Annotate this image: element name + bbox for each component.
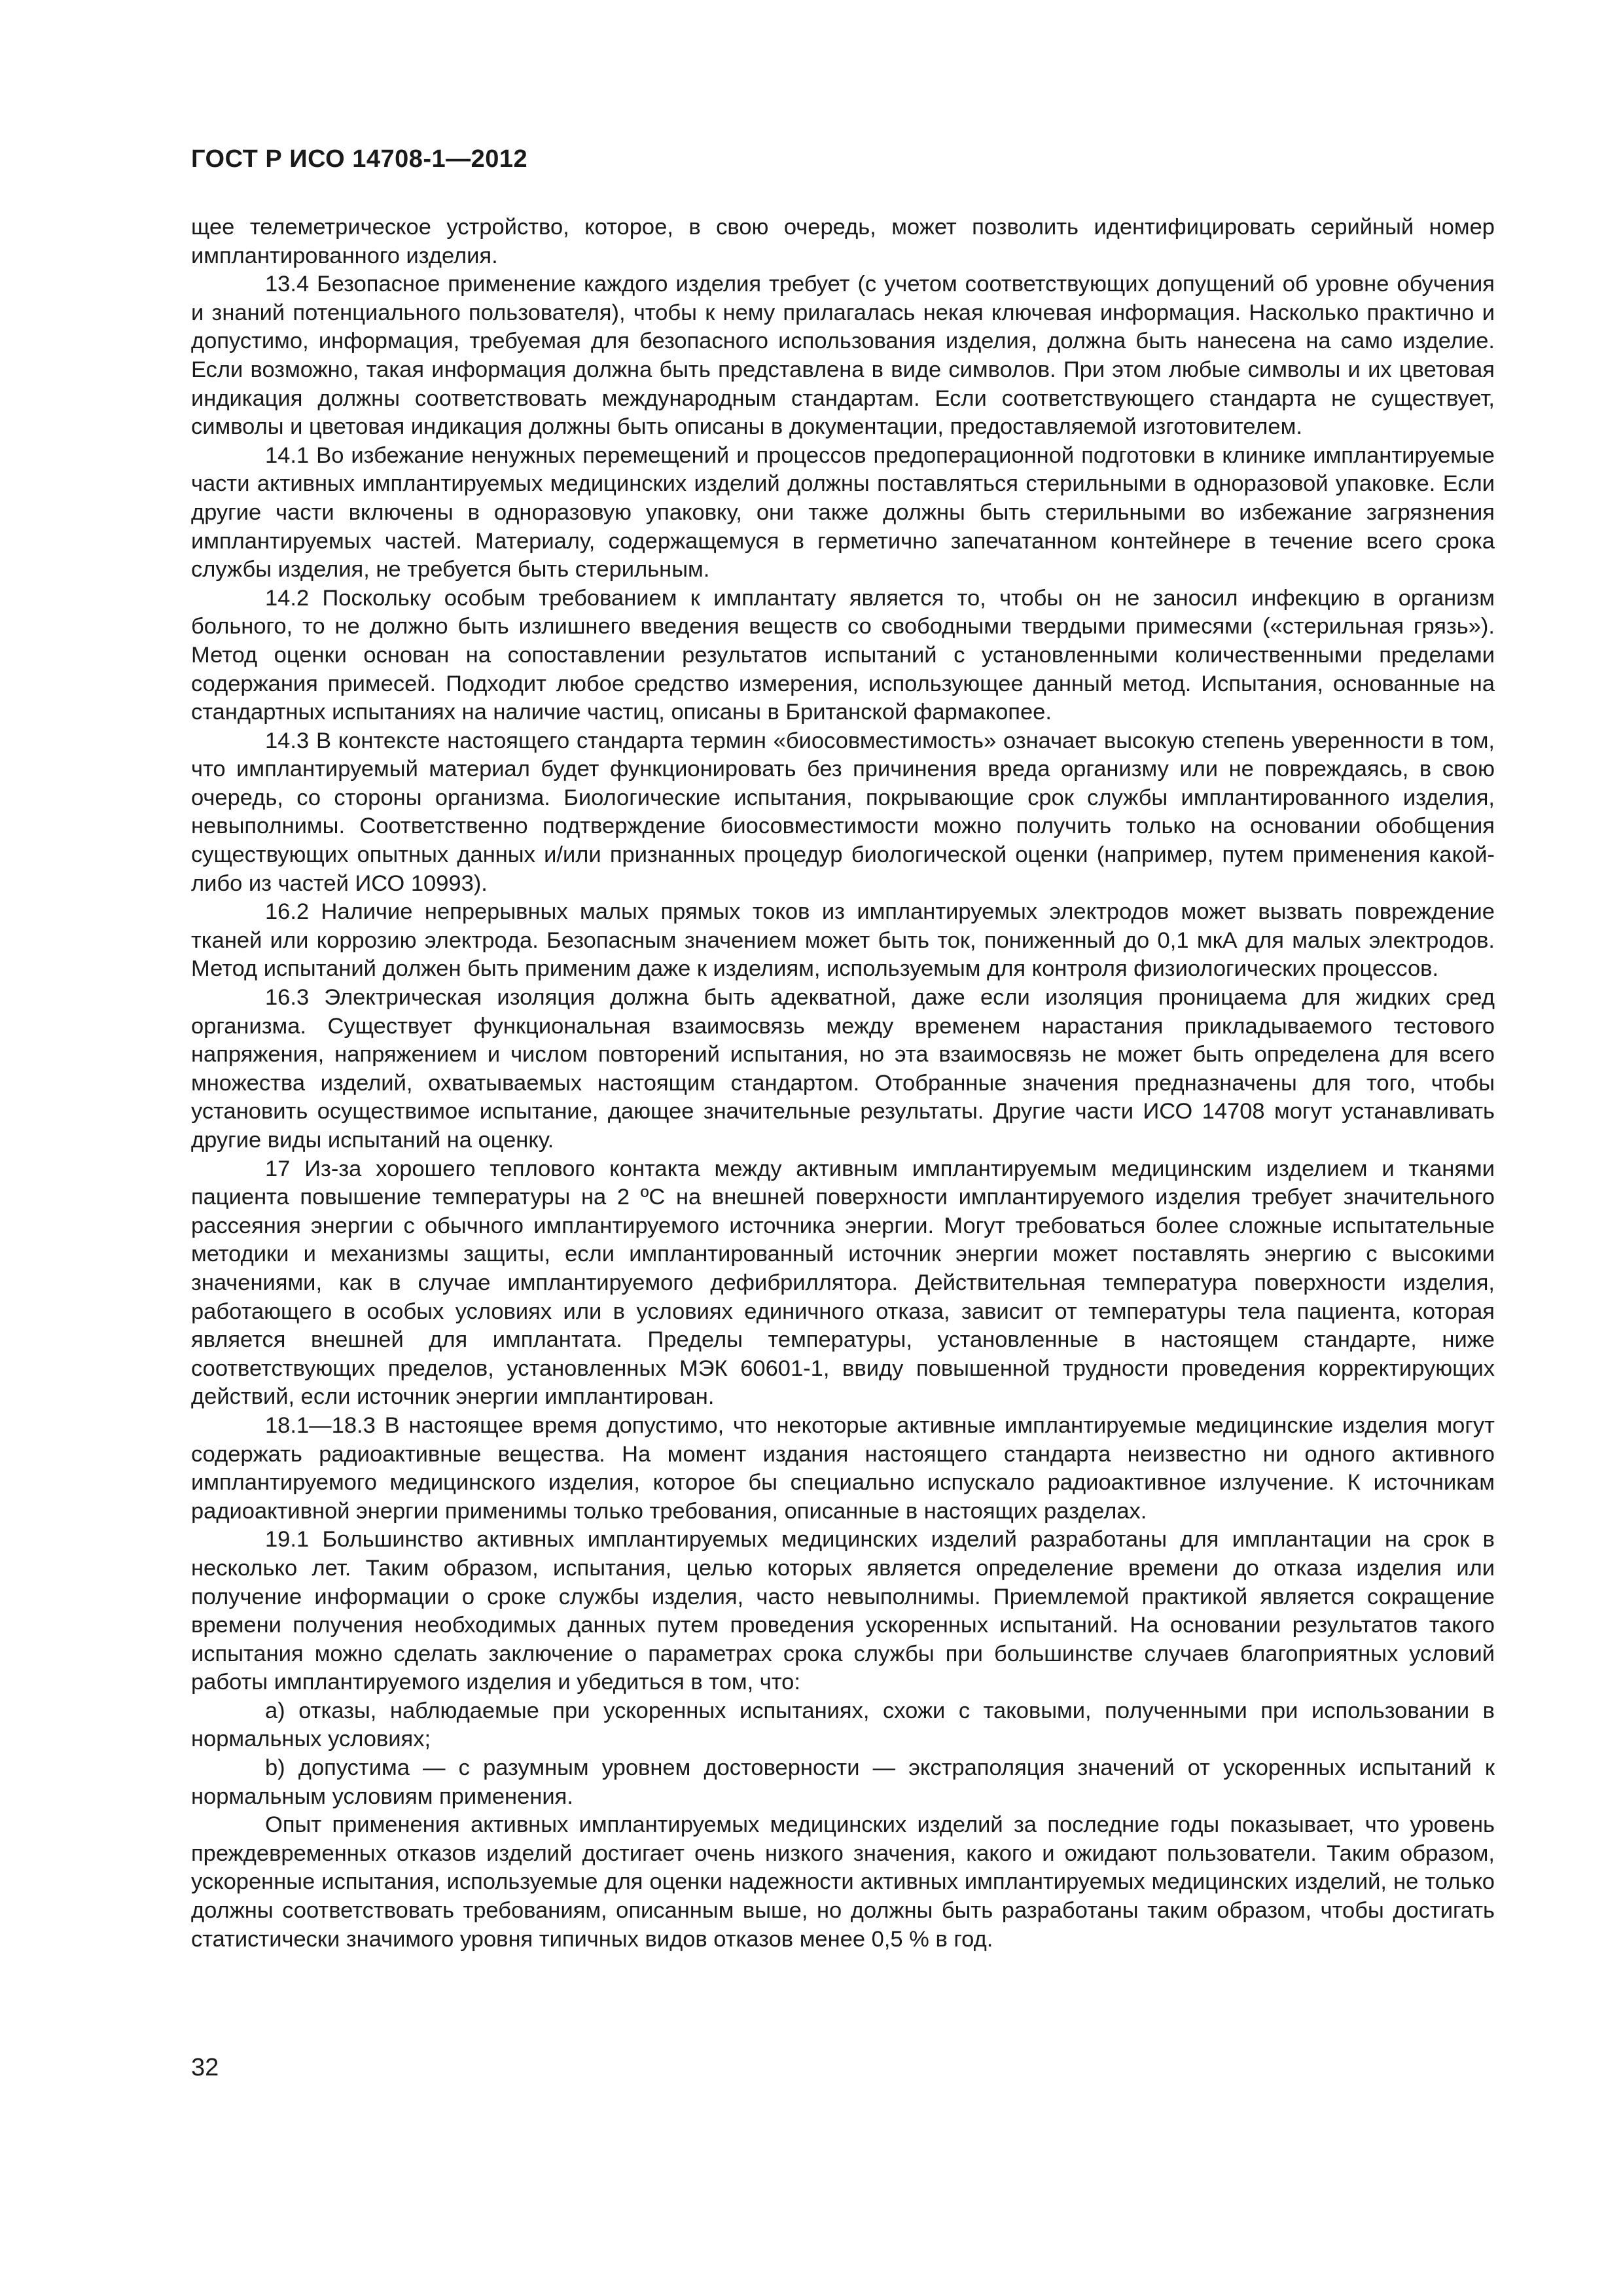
paragraph: 14.2 Поскольку особым требованием к имплантату является то, чтобы он не заносил инфекцию в организм больного, то не должно быть излишнего введения веществ со свободными твердыми примесями («стерильная грязь»). Метод оценки основан на сопоставлении результатов испытаний с установленными количественными пределами содержания примесей. Подходит любое средство измерения, использующее данный метод. Испытания, основанные на стандартных испытаниях на наличие частиц, описаны в Британской фармакопее. [191,585,1495,725]
document-header: ГОСТ Р ИСО 14708-1—2012 [191,145,528,173]
paragraph: 16.2 Наличие непрерывных малых прямых токов из имплантируемых электродов может вызвать повреждение тканей или коррозию электрода. Безопасным значением может быть ток, пониженный до 0,1 мкА для малых электродов. Метод испытаний должен быть применим даже к изделиям, используемым для контроля физиологических процессов. [191,899,1495,982]
paragraph: 13.4 Безопасное применение каждого изделия требует (с учетом соответствующих допущений об уровне обучения и знаний потенциального пользователя), чтобы к нему прилагалась некая ключевая информация. Насколько практично и допустимо, информация, требуемая для безопасного использования изделия, должна быть нанесена на само изделие. Если возможно, такая информация должна быть представлена в виде символов. При этом любые символы и их цветовая индикация должны соответствовать международным стандартам. Если соответствующего стандарта не существует, символы и цветовая индикация должны быть описаны в документации, предоставляемой изготовителем. [191,272,1495,440]
paragraph: 14.3 В контексте настоящего стандарта термин «биосовместимость» означает высокую степень уверенности в том, что имплантируемый материал будет функционировать без причинения вреда организму или не повреждаясь, в свою очередь, со стороны организма. Биологические испытания, покрывающие срок службы имплантированного изделия, невыполнимы. Соответственно подтверждение биосовместимости можно получить только на основании обобщения существующих опытных данных и/или признанных процедур биологической оценки (например, путем применения какой-либо из частей ИСО 10993). [191,728,1495,896]
page-number: 32 [191,2054,219,2081]
paragraph: 19.1 Большинство активных имплантируемых медицинских изделий разработаны для имплантации на срок в несколько лет. Таким образом, испытания, целью которых является определение времени до отказа изделия или получение информации о сроке службы изделия, часто невыполнимы. Приемлемой практикой является сокращение времени получения необходимых данных путем проведения ускоренных испытаний. На основании результатов такого испытания можно сделать заключение о параметрах срока службы при большинстве случаев благоприятных условий работы имплантируемого изделия и убедиться в том, что: [191,1527,1495,1695]
paragraph: щее телеметрическое устройство, которое, в свою очередь, может позволить идентифицировать серийный номер имплантированного изделия. [191,215,1495,268]
paragraph: 14.1 Во избежание ненужных перемещений и процессов предоперационной подготовки в клинике имплантируемые части активных имплантируемых медицинских изделий должны поставляться стерильными в одноразовой упаковке. Если другие части включены в одноразовую упаковку, они также должны быть стерильными во избежание загрязнения имплантируемых частей. Материалу, содержащемуся в герметично запечатанном контейнере в течение всего срока службы изделия, не требуется быть стерильным. [191,442,1495,583]
paragraph: 18.1—18.3 В настоящее время допустимо, что некоторые активные имплантируемые медицинские изделия могут содержать радиоактивные вещества. На момент издания настоящего стандарта неизвестно ни одного активного имплантируемого медицинского изделия, которое бы специально испускало радиоактивное излучение. К источникам радиоактивной энергии применимы только требования, описанные в настоящих разделах. [191,1412,1495,1524]
paragraph: 17 Из-за хорошего теплового контакта между активным имплантируемым медицинским изделием и тканями пациента повышение температуры на 2 ºС на внешней поверхности имплантируемого изделия требует значительного рассеяния энергии с обычного имплантируемого источника энергии. Могут требоваться более сложные испытательные методики и механизмы защиты, если имплантированный источник энергии может поставлять энергию с высокими значениями, как в случае имплантируемого дефибриллятора. Действительная температура поверхности изделия, работающего в особых условиях или в условиях единичного отказа, зависит от температуры тела пациента, которая является внешней для имплантата. Пределы температуры, установленные в настоящем стандарте, ниже соответствующих пределов, установленных МЭК 60601-1, ввиду повышенной трудности проведения корректирующих действий, если источник энергии имплантирован. [191,1156,1495,1410]
paragraph: Опыт применения активных имплантируемых медицинских изделий за последние годы показывает, что уровень преждевременных отказов изделий достигает очень низкого значения, какого и ожидают пользователи. Таким образом, ускоренные испытания, используемые для оценки надежности активных имплантируемых медицинских изделий, не только должны соответствовать требованиям, описанным выше, но должны быть разработаны таким образом, чтобы достигать статистически значимого уровня типичных видов отказов менее 0,5 % в год. [191,1812,1495,1952]
list-item: a) отказы, наблюдаемые при ускоренных испытаниях, схожи с таковыми, полученными при использовании в нормальных условиях; [191,1698,1495,1752]
list-item: b) допустима — с разумным уровнем достоверности — экстраполяция значений от ускоренных испытаний к нормальным условиям применения. [191,1755,1495,1809]
document-body [191,213,1495,1954]
paragraph: 16.3 Электрическая изоляция должна быть адекватной, даже если изоляция проницаема для жидких сред организма. Существует функциональная взаимосвязь между временем нарастания прикладываемого тестового напряжения, напряжением и числом повторений испытания, но эта взаимосвязь не может быть определена для всего множества изделий, охватываемых настоящим стандартом. Отобранные значения предназначены для того, чтобы установить осуществимое испытание, дающее значительные результаты. Другие части ИСО 14708 могут устанавливать другие виды испытаний на оценку. [191,985,1495,1153]
